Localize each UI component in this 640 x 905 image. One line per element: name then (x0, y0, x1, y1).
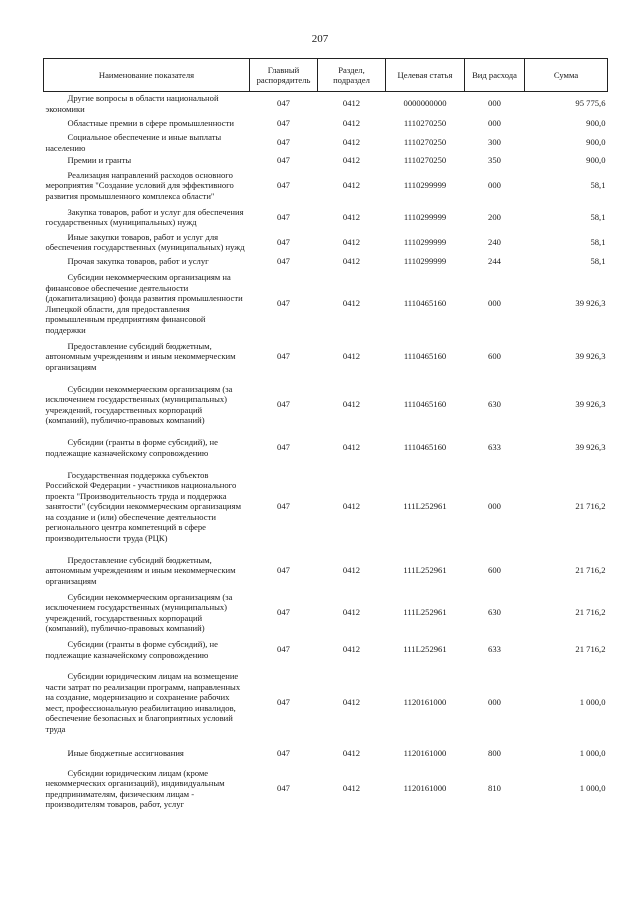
row-section: 0412 (342, 137, 361, 148)
row-grbs: 047 (277, 607, 290, 618)
row-section: 0412 (342, 607, 361, 618)
row-section: 0412 (342, 565, 361, 576)
row-name: Субсидии (гранты в форме субсидий), не подлежащие казначейскому сопровождению (45, 437, 218, 458)
row-target: 111L252961 (403, 607, 447, 618)
table-row (44, 92, 608, 116)
row-sum: 58,1 (590, 180, 606, 191)
table-row (44, 131, 608, 154)
row-grbs: 047 (277, 748, 290, 759)
table-row (44, 765, 608, 813)
row-type: 810 (488, 783, 501, 794)
header-target: Целевая статья (386, 59, 465, 92)
row-grbs: 047 (277, 236, 290, 247)
row-sum: 900,0 (586, 117, 606, 128)
row-sum: 21 716,2 (575, 565, 606, 576)
row-target: 1110465160 (403, 351, 447, 362)
table-row (44, 637, 608, 663)
row-type: 600 (488, 351, 501, 362)
row-type: 000 (488, 98, 501, 109)
row-sum: 39 926,3 (575, 442, 606, 453)
row-sum: 58,1 (590, 256, 606, 267)
row-name: Премии и гранты (67, 155, 132, 165)
row-grbs: 047 (277, 137, 290, 148)
row-name: Субсидии некоммерческим организациям (за исключением государственных (муниципальных) учреждений, государственных корпораций (компаний), публично-правовых компаний) (45, 591, 233, 633)
row-grbs: 047 (277, 298, 290, 309)
row-target: 111L252961 (403, 501, 447, 512)
row-type: 000 (488, 298, 501, 309)
table-row (44, 435, 608, 461)
row-name: Субсидии некоммерческим организациям на финансовое обеспечение деятельности (докапитализацию) фонда развития промышленности Липецкой области, для предоставления промышленным предприятиям финансовой поддержки (45, 272, 243, 335)
row-name: Иные бюджетные ассигнования (67, 748, 184, 759)
table-row (44, 743, 608, 765)
budget-table (43, 58, 608, 813)
table-header-row (44, 59, 608, 92)
row-grbs: 047 (277, 211, 290, 222)
header-sum: Сумма (525, 59, 608, 92)
row-section: 0412 (342, 501, 361, 512)
row-name: Предоставление субсидий бюджетным, автономным учреждениям и иным некоммерческим организациям (45, 340, 236, 372)
row-type: 000 (488, 117, 501, 128)
row-target: 1120161000 (403, 748, 447, 759)
row-section: 0412 (342, 211, 361, 222)
row-sum: 1 000,0 (579, 783, 606, 794)
row-target: 1110465160 (403, 298, 447, 309)
row-type: 000 (488, 697, 501, 708)
row-sum: 1 000,0 (579, 748, 606, 759)
row-type: 600 (488, 565, 501, 576)
row-sum: 95 775,6 (575, 98, 606, 109)
row-type: 633 (488, 442, 501, 453)
row-name: Субсидии некоммерческим организациям (за исключением государственных (муниципальных) учреждений, государственных корпораций (компаний), публично-правовых компаний) (45, 383, 233, 425)
row-target: 1110465160 (403, 442, 447, 453)
row-section: 0412 (342, 644, 361, 655)
row-grbs: 047 (277, 565, 290, 576)
row-section: 0412 (342, 442, 361, 453)
row-grbs: 047 (277, 155, 290, 165)
row-type: 240 (488, 236, 501, 247)
table-row (44, 154, 608, 167)
row-grbs: 047 (277, 442, 290, 453)
row-sum: 900,0 (586, 137, 606, 148)
table-row (44, 589, 608, 637)
row-target: 1110270250 (403, 137, 447, 148)
row-grbs: 047 (277, 98, 290, 109)
row-target: 1110465160 (403, 399, 447, 410)
table-row (44, 167, 608, 205)
row-name: Социальное обеспечение и иные выплаты населению (45, 132, 222, 153)
row-grbs: 047 (277, 180, 290, 191)
row-type: 200 (488, 211, 501, 222)
row-grbs: 047 (277, 256, 290, 267)
row-sum: 39 926,3 (575, 298, 606, 309)
row-type: 000 (488, 180, 501, 191)
row-target: 1120161000 (403, 697, 447, 708)
row-section: 0412 (342, 180, 361, 191)
row-type: 350 (488, 155, 501, 165)
table-row (44, 339, 608, 375)
row-section: 0412 (342, 351, 361, 362)
table-row (44, 205, 608, 230)
row-name: Другие вопросы в области национальной экономики (45, 93, 219, 114)
row-grbs: 047 (277, 783, 290, 794)
row-target: 1120161000 (403, 783, 447, 794)
row-type: 000 (488, 501, 501, 512)
row-grbs: 047 (277, 117, 290, 128)
row-name: Закупка товаров, работ и услуг для обеспечения государственных (муниципальных) нужд (45, 206, 244, 227)
row-name: Субсидии (гранты в форме субсидий), не подлежащие казначейскому сопровождению (45, 639, 218, 660)
row-target: 111L252961 (403, 644, 447, 655)
row-type: 630 (488, 399, 501, 410)
table-row (44, 663, 608, 743)
row-sum: 58,1 (590, 236, 606, 247)
row-name: Прочая закупка товаров, работ и услуг (67, 256, 209, 267)
row-name: Областные премии в сфере промышленности (67, 117, 234, 128)
row-type: 633 (488, 644, 501, 655)
row-section: 0412 (342, 256, 361, 267)
row-name: Субсидии юридическим лицам (кроме некоммерческих организаций), индивидуальным предпринимателям, физическим лицам - производителям товаров, работ, услуг (45, 767, 225, 809)
row-section: 0412 (342, 236, 361, 247)
row-target: 1110299999 (403, 236, 447, 247)
row-section: 0412 (342, 117, 361, 128)
row-target: 111L252961 (403, 565, 447, 576)
row-target: 1110270250 (403, 117, 447, 128)
row-target: 1110299999 (403, 211, 447, 222)
row-type: 300 (488, 137, 501, 148)
row-section: 0412 (342, 783, 361, 794)
table-row (44, 115, 608, 131)
row-target: 1110270250 (403, 155, 447, 165)
row-target: 0000000000 (403, 98, 447, 109)
page-number: 207 (311, 33, 329, 45)
row-grbs: 047 (277, 697, 290, 708)
row-section: 0412 (342, 399, 361, 410)
table-row (44, 230, 608, 255)
row-sum: 21 716,2 (575, 607, 606, 618)
table-row (44, 375, 608, 435)
row-name: Реализация направлений расходов основного мероприятия "Создание условий для эффективного развития промышленного комплекса области" (45, 169, 234, 201)
table-row (44, 269, 608, 339)
row-target: 1110299999 (403, 256, 447, 267)
row-section: 0412 (342, 98, 361, 109)
header-type: Вид расхода (465, 59, 525, 92)
header-section: Раздел, подраздел (318, 59, 386, 92)
row-grbs: 047 (277, 399, 290, 410)
row-sum: 39 926,3 (575, 399, 606, 410)
row-sum: 21 716,2 (575, 644, 606, 655)
row-type: 244 (488, 256, 501, 267)
header-name: Наименование показателя (44, 59, 250, 92)
row-sum: 58,1 (590, 211, 606, 222)
row-name: Государственная поддержка субъектов Российской Федерации - участников национального проекта "Производительность труда и поддержка занятости" (субсидии некоммерческим организациям на создание и (или) обеспечение деятельности регионального центра компетенций в сфере производительности труда (РЦК) (45, 469, 242, 543)
row-type: 800 (488, 748, 501, 759)
row-target: 1110299999 (403, 180, 447, 191)
row-type: 630 (488, 607, 501, 618)
table-row (44, 255, 608, 269)
row-sum: 900,0 (586, 155, 606, 165)
row-section: 0412 (342, 748, 361, 759)
row-section: 0412 (342, 298, 361, 309)
row-grbs: 047 (277, 644, 290, 655)
row-section: 0412 (342, 155, 361, 165)
row-sum: 21 716,2 (575, 501, 606, 512)
row-sum: 1 000,0 (579, 697, 606, 708)
table-row (44, 461, 608, 553)
table-body (44, 92, 608, 813)
row-name: Предоставление субсидий бюджетным, автономным учреждениям и иным некоммерческим организациям (45, 554, 236, 586)
row-section: 0412 (342, 697, 361, 708)
table-row (44, 553, 608, 589)
row-name: Иные закупки товаров, работ и услуг для обеспечения государственных (муниципальных) нужд (45, 231, 245, 252)
header-grbs: Главный распорядитель (250, 59, 318, 92)
row-sum: 39 926,3 (575, 351, 606, 362)
row-grbs: 047 (277, 351, 290, 362)
row-grbs: 047 (277, 501, 290, 512)
row-name: Субсидии юридическим лицам на возмещение части затрат по реализации программ, направленных на создание, модернизацию и сохранение рабочих мест, профессиональную реабилитацию инвалидов, обеспечение безопасных и благоприятных условий труда (45, 671, 241, 734)
